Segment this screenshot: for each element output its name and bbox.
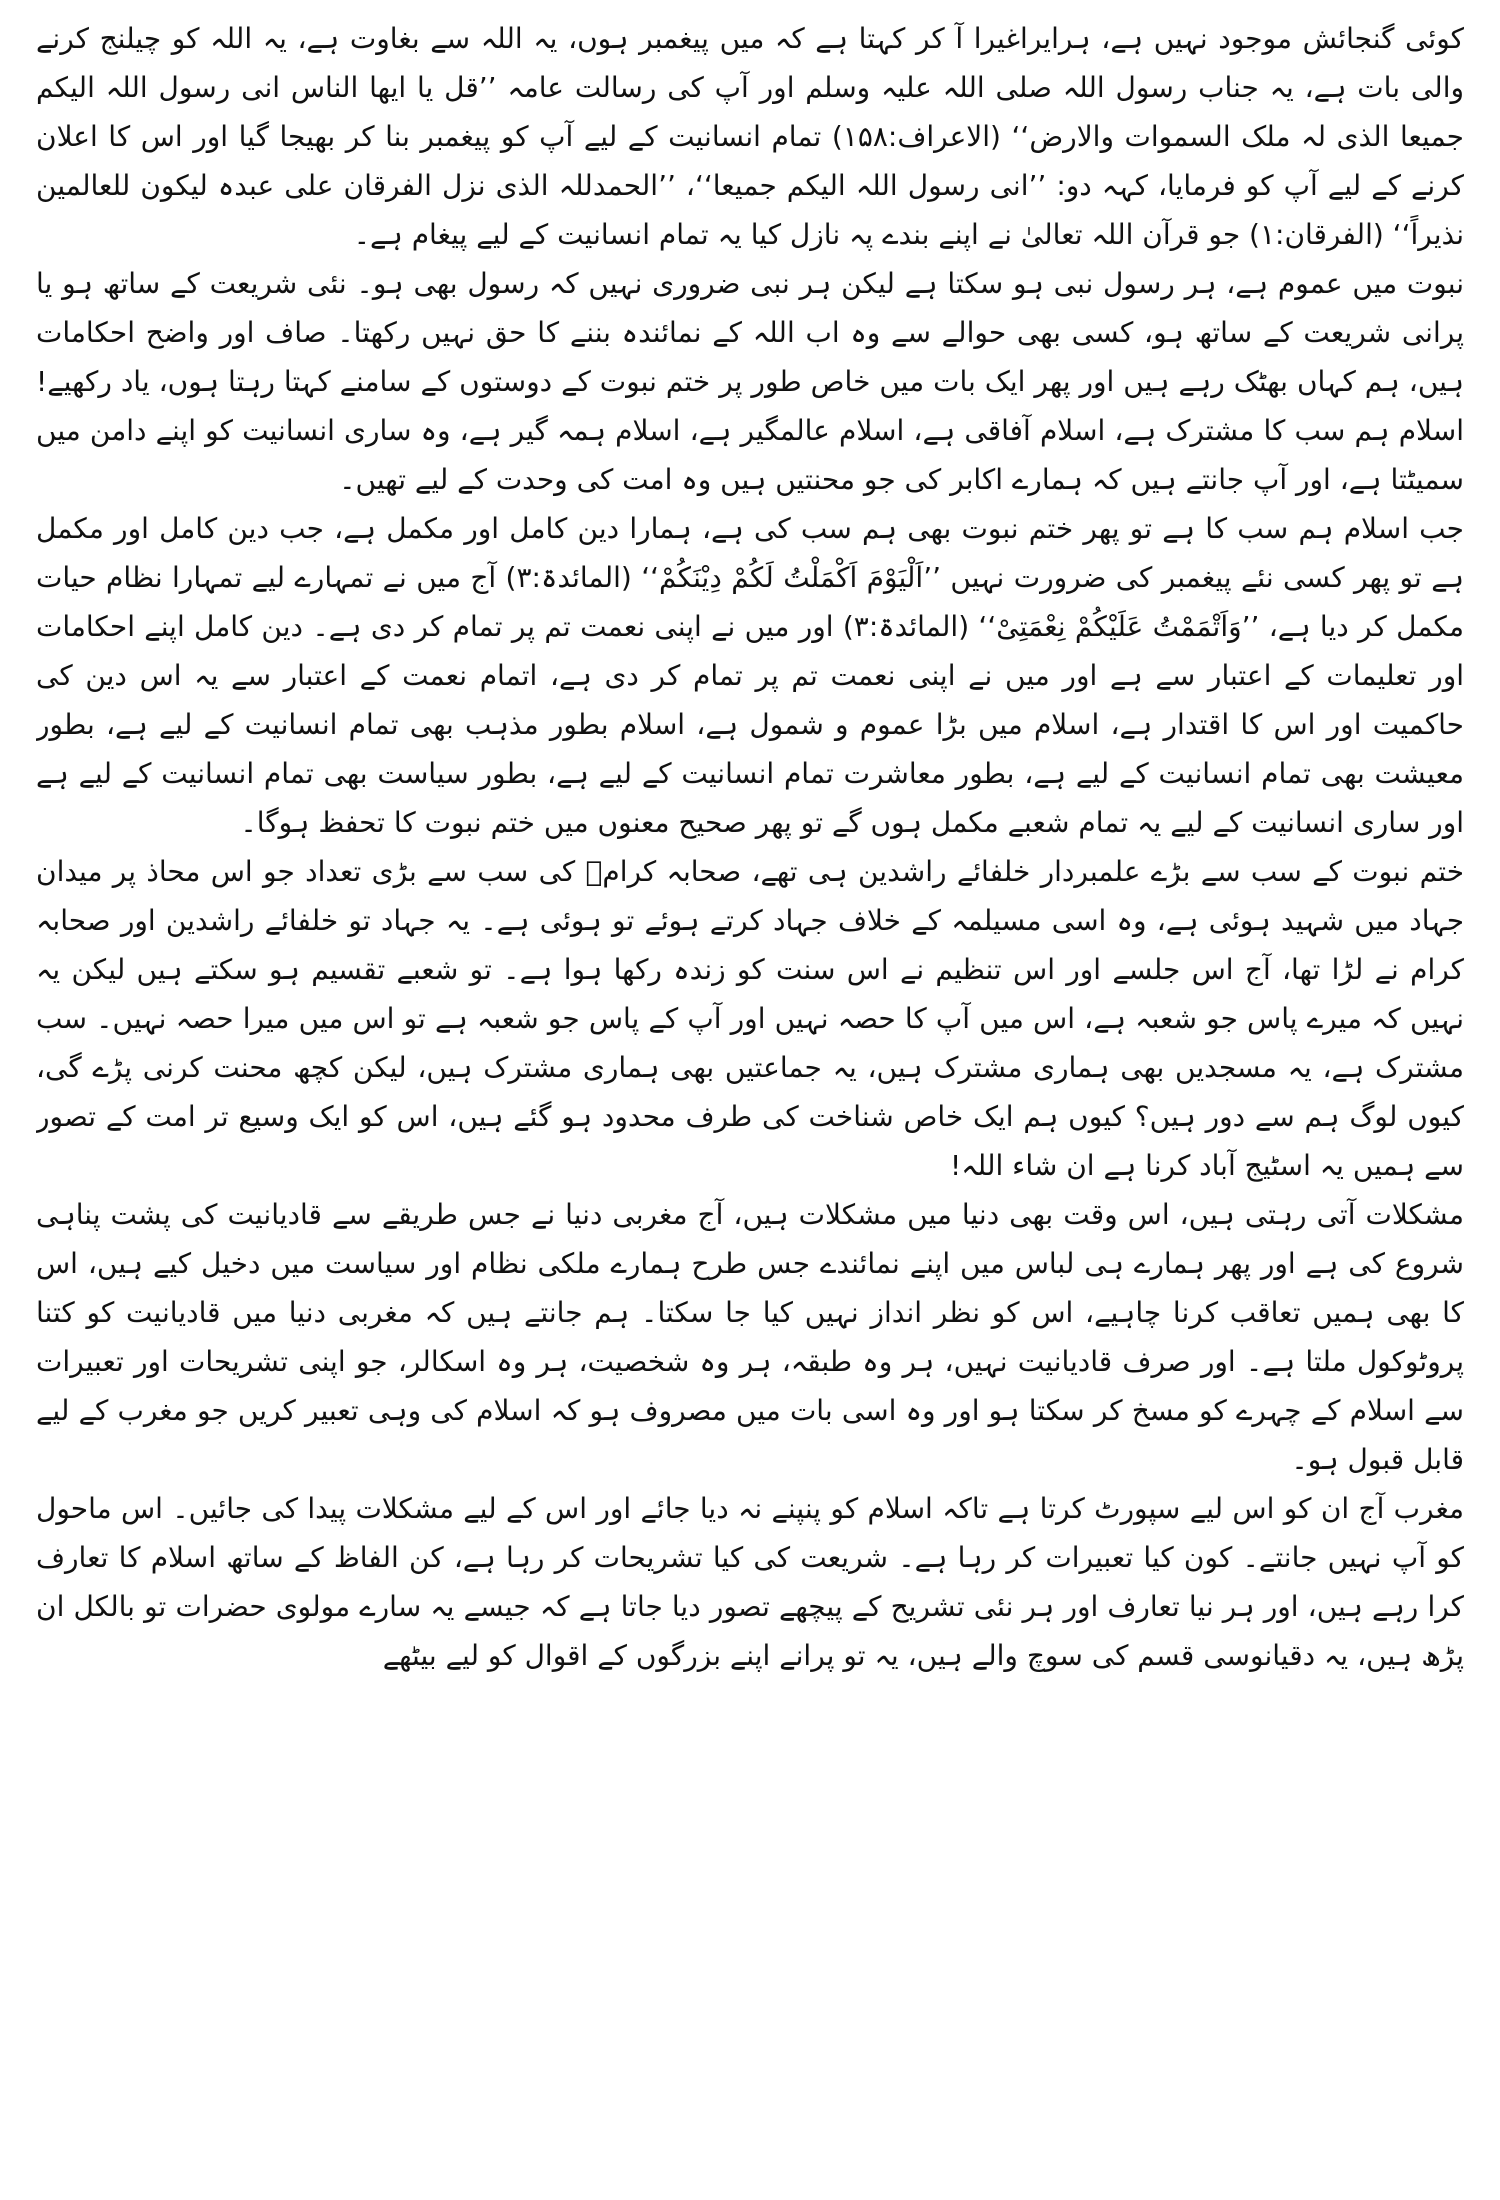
article-page <box>36 14 1464 2186</box>
paragraph-4: ختم نبوت کے سب سے بڑے علمبردار خلفائے راشدین ہی تھے، صحابہ کرامؓ کی سب سے بڑی تعداد جو اس محاذ پر میدان جہاد میں شہید ہوئی ہے، وہ اسی مسیلمہ کے خلاف جہاد کرتے ہوئے تو ہوئی ہے۔ یہ جہاد تو خلفائے راشدین اور صحابہ کرام نے لڑا تھا، آج اس جلسے اور اس تنظیم نے اس سنت کو زندہ رکھا ہوا ہے۔ تو شعبے تقسیم ہو سکتے ہیں لیکن یہ نہیں کہ میرے پاس جو شعبہ ہے، اس میں آپ کا حصہ نہیں اور آپ کے پاس جو شعبہ ہے تو اس میں میرا حصہ نہیں۔ سب مشترک ہے، یہ مسجدیں بھی ہماری مشترک ہیں، یہ جماعتیں بھی ہماری مشترک ہیں، لیکن کچھ محنت کرنی پڑے گی، کیوں لوگ ہم سے دور ہیں؟ کیوں ہم ایک خاص شناخت کی طرف محدود ہو گئے ہیں، اس کو ایک وسیع تر امت کے تصور سے ہمیں یہ اسٹیج آباد کرنا ہے ان شاء اللہ! <box>36 855 1464 1182</box>
paragraph-3: جب اسلام ہم سب کا ہے تو پھر ختم نبوت بھی ہم سب کی ہے، ہمارا دین کامل اور مکمل ہے، جب دین کامل اور مکمل ہے تو پھر کسی نئے پیغمبر کی ضرورت نہیں ’’اَلْیَوْمَ اَکْمَلْتُ لَکُمْ دِیْنَکُمْ‘‘ (المائدۃ:۳) آج میں نے تمہارے لیے تمہارا نظام حیات مکمل کر دیا ہے، ’’وَاَتْمَمْتُ عَلَیْکُمْ نِعْمَتِیْ‘‘ (المائدۃ:۳) اور میں نے اپنی نعمت تم پر تمام کر دی ہے۔ دین کامل اپنے احکامات اور تعلیمات کے اعتبار سے ہے اور میں نے اپنی نعمت تم پر تمام کر دی ہے، اتمام نعمت کے اعتبار سے یہ اس دین کی حاکمیت اور اس کا اقتدار ہے، اسلام میں بڑا عموم و شمول ہے، اسلام بطور مذہب بھی تمام انسانیت کے لیے ہے، بطور معیشت بھی تمام انسانیت کے لیے ہے، بطور معاشرت تمام انسانیت کے لیے ہے، بطور سیاست بھی تمام انسانیت کے لیے ہے اور ساری انسانیت کے لیے یہ تمام شعبے مکمل ہوں گے تو پھر صحیح معنوں میں ختم نبوت کا تحفظ ہوگا۔ <box>36 512 1464 839</box>
paragraph-1: کوئی گنجائش موجود نہیں ہے، ہرایراغیرا آ کر کہتا ہے کہ میں پیغمبر ہوں، یہ اللہ سے بغاوت ہے، یہ اللہ کو چیلنج کرنے والی بات ہے، یہ جناب رسول اللہ صلی اللہ علیہ وسلم اور آپ کی رسالت عامہ ’’قل یا ایھا الناس انی رسول اللہ الیکم جمیعا الذی لہ ملک السموات والارض‘‘ (الاعراف:۱۵۸) تمام انسانیت کے لیے آپ کو پیغمبر بنا کر بھیجا گیا اور اس کا اعلان کرنے کے لیے آپ کو فرمایا، کہہ دو: ’’انی رسول اللہ الیکم جمیعا‘‘، ’’الحمدللہ الذی نزل الفرقان علی عبدہ لیکون للعالمین نذیراً‘‘ (الفرقان:۱) جو قرآن اللہ تعالیٰ نے اپنے بندے پہ نازل کیا یہ تمام انسانیت کے لیے پیغام ہے۔ <box>36 22 1464 251</box>
paragraph-6: مغرب آج ان کو اس لیے سپورٹ کرتا ہے تاکہ اسلام کو پنپنے نہ دیا جائے اور اس کے لیے مشکلات پیدا کی جائیں۔ اس ماحول کو آپ نہیں جانتے۔ کون کیا تعبیرات کر رہا ہے۔ شریعت کی کیا تشریحات کر رہا ہے، کن الفاظ کے ساتھ اسلام کا تعارف کرا رہے ہیں، اور ہر نیا تعارف اور ہر نئی تشریح کے پیچھے تصور دیا جاتا ہے کہ جیسے یہ سارے مولوی حضرات تو بالکل ان پڑھ ہیں، یہ دقیانوسی قسم کی سوچ والے ہیں، یہ تو پرانے اپنے بزرگوں کے اقوال کو لیے بیٹھے <box>36 1492 1464 1672</box>
paragraph-2: نبوت میں عموم ہے، ہر رسول نبی ہو سکتا ہے لیکن ہر نبی ضروری نہیں کہ رسول بھی ہو۔ نئی شریعت کے ساتھ ہو یا پرانی شریعت کے ساتھ ہو، کسی بھی حوالے سے وہ اب اللہ کے نمائندہ بننے کا حق نہیں رکھتا۔ صاف اور واضح احکامات ہیں، ہم کہاں بھٹک رہے ہیں اور پھر ایک بات میں خاص طور پر ختم نبوت کے دوستوں کے سامنے کہتا رہتا ہوں، یاد رکھیے! اسلام ہم سب کا مشترک ہے، اسلام آفاقی ہے، اسلام عالمگیر ہے، اسلام ہمہ گیر ہے، وہ ساری انسانیت کو اپنے دامن میں سمیٹتا ہے، اور آپ جانتے ہیں کہ ہمارے اکابر کی جو محنتیں ہیں وہ امت کی وحدت کے لیے تھیں۔ <box>36 267 1464 496</box>
paragraph-5: مشکلات آتی رہتی ہیں، اس وقت بھی دنیا میں مشکلات ہیں، آج مغربی دنیا نے جس طریقے سے قادیانیت کی پشت پناہی شروع کی ہے اور پھر ہمارے ہی لباس میں اپنے نمائندے جس طرح ہمارے ملکی نظام اور سیاست میں دخیل کیے ہیں، اس کا بھی ہمیں تعاقب کرنا چاہیے، اس کو نظر انداز نہیں کیا جا سکتا۔ ہم جانتے ہیں کہ مغربی دنیا میں قادیانیت کو کتنا پروٹوکول ملتا ہے۔ اور صرف قادیانیت نہیں، ہر وہ طبقہ، ہر وہ شخصیت، ہر وہ اسکالر، جو اپنی تشریحات اور تعبیرات سے اسلام کے چہرے کو مسخ کر سکتا ہو اور وہ اسی بات میں مصروف ہو کہ اسلام کی وہی تعبیر کریں جو مغرب کے لیے قابل قبول ہو۔ <box>36 1198 1464 1476</box>
